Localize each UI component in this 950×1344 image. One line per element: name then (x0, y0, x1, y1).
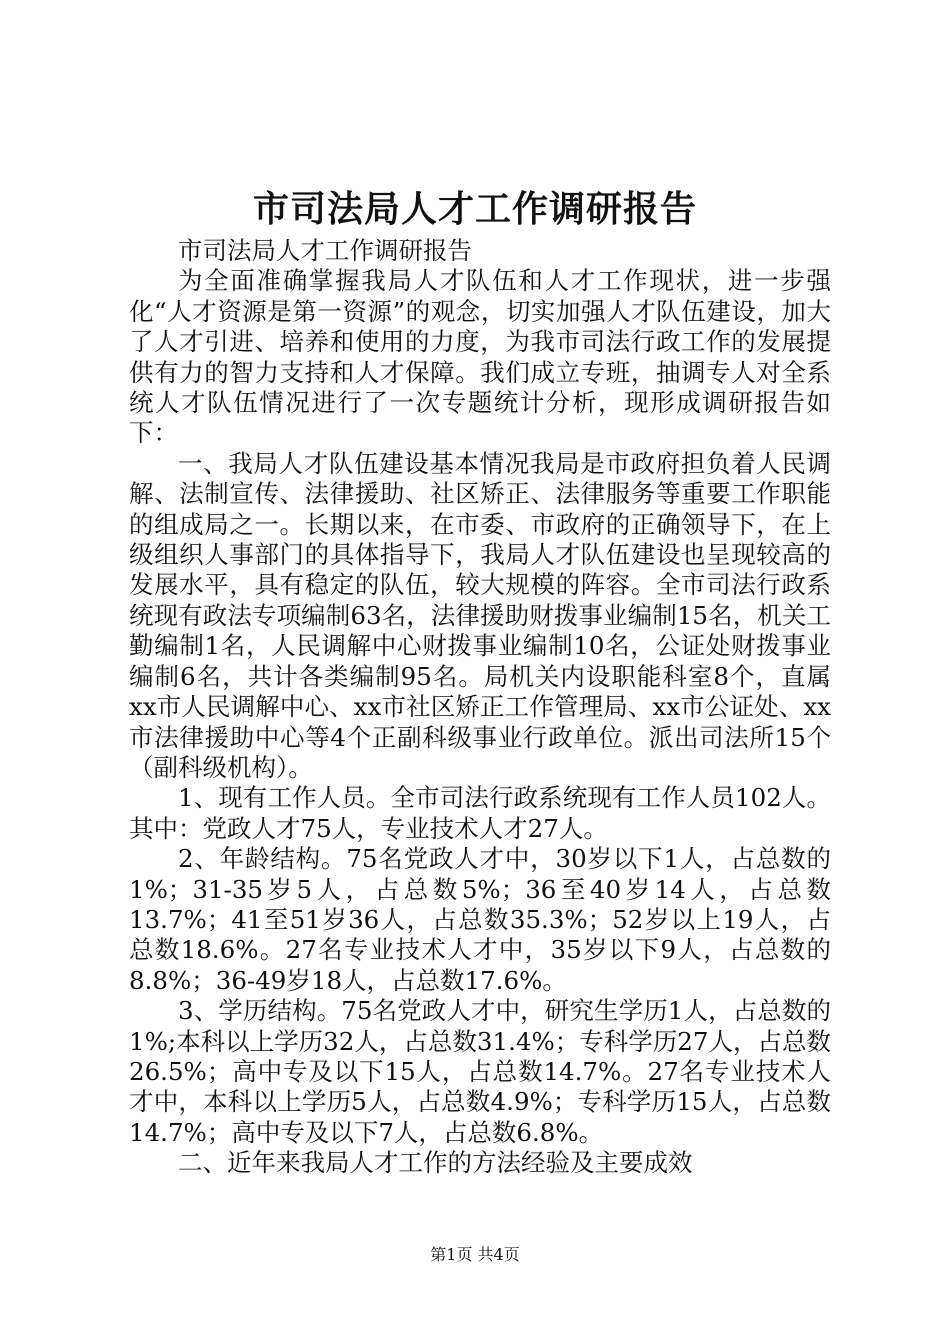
section-one-paragraph: 一、我局人才队伍建设基本情况我局是市政府担负着人民调解、法制宣传、法律援助、社区矫正、法律服务等重要工作职能的组成局之一。长期以来，在市委、市政府的正确领导下，在上级组织人事部门的具体指导下，我局人才队伍建设也呈现较高的发展水平，具有稳定的队伍，较大规模的阵容。全市司法行政系统现有政法专项编制63名，法律援助财拨事业编制15名，机关工勤编制1名，人民调解中心财拨事业编制10名，公证处财拨事业编制6名，共计各类编制95名。局机关内设职能科室8个，直属xx市人民调解中心、xx市社区矫正工作管理局、xx市公证处、xx市法律援助中心等4个正副科级事业行政单位。派出司法所15个（副科级机构）。 (129, 448, 831, 782)
section-two-heading: 二、近年来我局人才工作的方法经验及主要成效 (178, 1148, 693, 1178)
subtitle-paragraph: 市司法局人才工作调研报告 (178, 236, 472, 265)
document-body (129, 236, 831, 1179)
age-structure-paragraph: 2、年龄结构。75名党政人才中，30岁以下1人，占总数的1%；31-35岁5人，占总数5%；36至40岁14人，占总数13.7%；41至51岁36人，占总数35.3%；52岁以上19人，占总数18.6%。27名专业技术人才中，35岁以下9人，占总数的8.8%；36-49岁18人，占总数17.6%。 (129, 844, 831, 995)
education-structure-paragraph: 3、学历结构。75名党政人才中，研究生学历1人，占总数的1%;本科以上学历32人，占总数31.4%；专科学历27人，占总数26.5%；高中专及以下15人，占总数14.7%。27名专业技术人才中，本科以上学历5人，占总数4.9%；专科学历15人，占总数14.7%；高中专及以下7人，占总数6.8%。 (129, 996, 831, 1147)
staff-count-paragraph: 1、现有工作人员。全市司法行政系统现有工作人员102人。其中：党政人才75人，专业技术人才27人。 (129, 783, 831, 843)
page-number-footer: 第1页 共4页 (430, 1245, 520, 1264)
document-title: 市司法局人才工作调研报告 (252, 188, 697, 230)
intro-paragraph: 为全面准确掌握我局人才队伍和人才工作现状，进一步强化“人才资源是第一资源”的观念，切实加强人才队伍建设，加大了人才引进、培养和使用的力度，为我市司法行政工作的发展提供有力的智力支持和人才保障。我们成立专班，抽调专人对全系统人才队伍情况进行了一次专题统计分析，现形成调研报告如下： (129, 266, 831, 448)
